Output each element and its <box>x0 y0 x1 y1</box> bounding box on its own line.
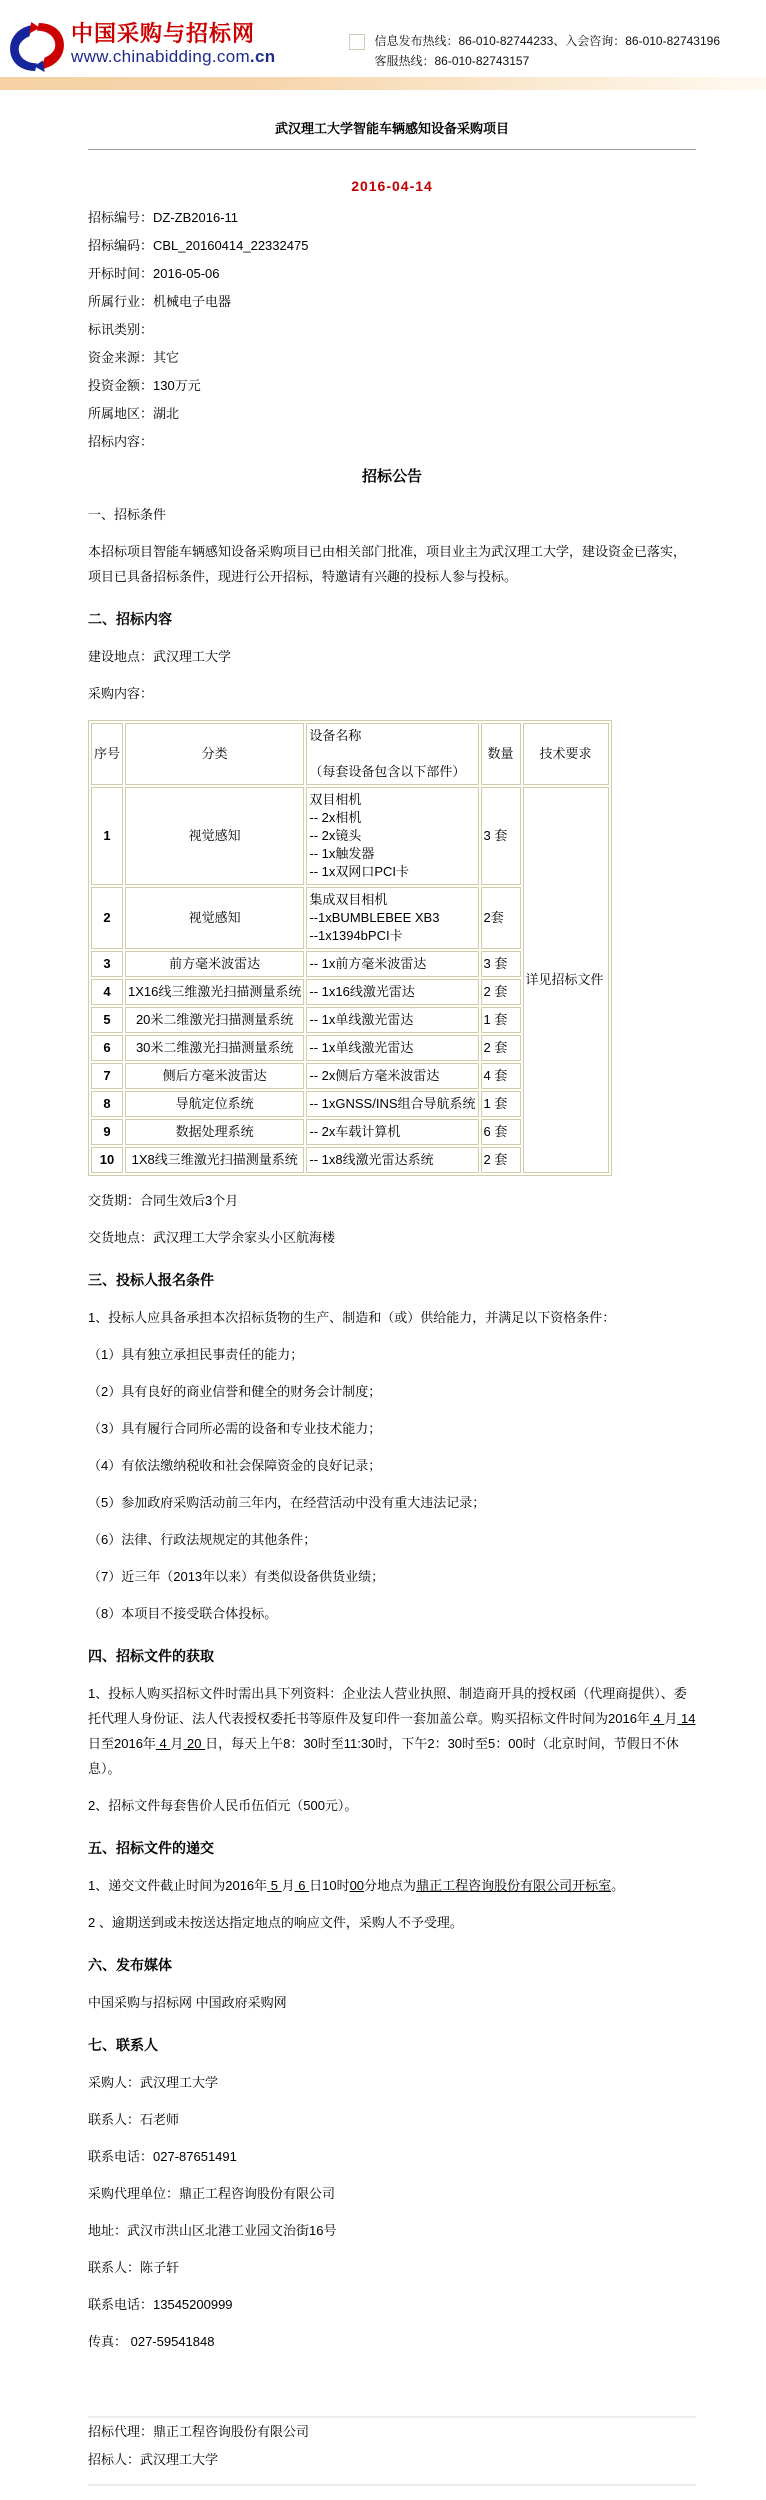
meta-line: 开标时间：2016-05-06 <box>88 266 220 281</box>
cell-serial: 7 <box>91 1063 123 1089</box>
table-row <box>91 787 609 885</box>
cell-device-name: -- 2x车载计算机 <box>306 1119 478 1145</box>
announcement-content <box>0 90 766 2500</box>
cell-category: 前方毫米波雷达 <box>125 951 304 977</box>
cell-tech-requirement: 详见招标文件 <box>523 787 609 1173</box>
paragraph: （4）有依法缴纳税收和社会保障资金的良好记录； <box>88 1458 382 1473</box>
table-header-row <box>91 723 609 785</box>
announcement-body <box>88 464 696 2354</box>
cell-quantity: 2 套 <box>481 979 521 1005</box>
header-tech-requirement: 技术要求 <box>523 723 609 785</box>
cell-quantity: 2套 <box>481 887 521 949</box>
cell-serial: 3 <box>91 951 123 977</box>
cell-category: 侧后方毫米波雷达 <box>125 1063 304 1089</box>
meta-line: 投资金额：130万元 <box>88 378 201 393</box>
cell-quantity: 4 套 <box>481 1063 521 1089</box>
section-heading: 七、联系人 <box>88 2037 158 2053</box>
header-serial: 序号 <box>91 723 123 785</box>
cell-serial: 8 <box>91 1091 123 1117</box>
cell-serial: 4 <box>91 979 123 1005</box>
cell-quantity: 2 套 <box>481 1035 521 1061</box>
cell-category: 1X8线三维激光扫描测量系统 <box>125 1147 304 1173</box>
cell-device-name: 双目相机 -- 2x相机 -- 2x镜头 -- 1x触发器 -- 1x双网口PCI卡 <box>306 787 478 885</box>
cell-category: 视觉感知 <box>125 887 304 949</box>
paragraph: 交货地点：武汉理工大学余家头小区航海楼 <box>88 1230 336 1245</box>
meta-line: 资金来源：其它 <box>88 350 180 365</box>
section-heading: 五、招标文件的递交 <box>88 1840 214 1856</box>
paragraph: （2）具有良好的商业信誉和健全的财务会计制度； <box>88 1384 382 1399</box>
logo-text <box>71 22 275 65</box>
page-title: 武汉理工大学智能车辆感知设备采购项目 <box>274 121 509 136</box>
cell-category: 1X16线三维激光扫描测量系统 <box>125 979 304 1005</box>
cell-device-name: -- 1x8线激光雷达系统 <box>306 1147 478 1173</box>
header-accent-bar <box>0 77 766 90</box>
cell-quantity: 6 套 <box>481 1119 521 1145</box>
section-heading: 四、招标文件的获取 <box>88 1648 214 1664</box>
footer-divider-bottom <box>88 2484 696 2486</box>
footer-tenderee: 招标人：武汉理工大学 <box>88 2452 219 2467</box>
cell-category: 30米二维激光扫描测量系统 <box>125 1035 304 1061</box>
cell-device-name: -- 2x侧后方毫米波雷达 <box>306 1063 478 1089</box>
meta-line: 招标编码：CBL_20160414_22332475 <box>88 238 309 253</box>
section-heading: 三、投标人报名条件 <box>88 1272 214 1288</box>
cell-category: 20米二维激光扫描测量系统 <box>125 1007 304 1033</box>
cell-device-name: -- 1x单线激光雷达 <box>306 1007 478 1033</box>
paragraph: 1、投标人应具备承担本次招标货物的生产、制造和（或）供给能力，并满足以下资格条件： <box>88 1310 616 1325</box>
cell-device-name: -- 1x16线激光雷达 <box>306 979 478 1005</box>
cell-category: 视觉感知 <box>125 787 304 885</box>
site-logo[interactable] <box>8 22 275 72</box>
header-device-name: 设备名称 （每套设备包含以下部件） <box>306 723 478 785</box>
cell-device-name: 集成双目相机 --1xBUMBLEBEE XB3 --1x1394bPCI卡 <box>306 887 478 949</box>
meta-list <box>88 204 696 456</box>
paragraph: 1、投标人购买招标文件时需出具下列资料：企业法人营业执照、制造商开具的授权函（代理商提供）、委托代理人身份证、法人代表授权委托书等原件及复印件一套加盖公章。购买招标文件时间为2016年 4 月 14 日至2016年 4 月 20 日，每天上午8：30时至11:30时，下午2：30时至5：00时（北京时间，节假日不休息）。 <box>88 1686 696 1776</box>
paragraph: 一、招标条件 <box>88 507 167 522</box>
cell-serial: 9 <box>91 1119 123 1145</box>
cell-device-name: -- 1xGNSS/INS组合导航系统 <box>306 1091 478 1117</box>
paragraph: 中国采购与招标网 中国政府采购网 <box>88 1995 287 2010</box>
title-divider <box>88 149 696 150</box>
paragraph: 联系电话：027-87651491 <box>88 2149 237 2164</box>
paragraph: （7）近三年（2013年以来）有类似设备供货业绩； <box>88 1569 385 1584</box>
procurement-table <box>88 720 612 1176</box>
site-url-suffix: .cn <box>249 47 276 66</box>
paragraph: 采购代理单位：鼎正工程咨询股份有限公司 <box>88 2186 336 2201</box>
cell-quantity: 3 套 <box>481 951 521 977</box>
paragraph: 采购内容： <box>88 686 154 701</box>
cell-serial: 2 <box>91 887 123 949</box>
publish-date: 2016-04-14 <box>351 178 433 194</box>
paragraph: 传真： 027-59541848 <box>88 2334 215 2349</box>
paragraph: 采购人：武汉理工大学 <box>88 2075 219 2090</box>
cell-serial: 10 <box>91 1147 123 1173</box>
cell-category: 导航定位系统 <box>125 1091 304 1117</box>
logo-swirl-icon <box>8 22 66 72</box>
cell-serial: 6 <box>91 1035 123 1061</box>
paragraph: 建设地点：武汉理工大学 <box>88 649 232 664</box>
meta-line: 招标编号：DZ-ZB2016-11 <box>88 210 239 225</box>
cell-quantity: 2 套 <box>481 1147 521 1173</box>
paragraph: （1）具有独立承担民事责任的能力； <box>88 1347 304 1362</box>
cell-device-name: -- 1x前方毫米波雷达 <box>306 951 478 977</box>
paragraph: （5）参加政府采购活动前三年内，在经营活动中没有重大违法记录； <box>88 1495 486 1510</box>
paragraph: （8）本项目不接受联合体投标。 <box>88 1606 278 1621</box>
site-url <box>71 48 275 65</box>
meta-line: 所属行业：机械电子电器 <box>88 294 232 309</box>
footer-agent: 招标代理：鼎正工程咨询股份有限公司 <box>88 2424 310 2439</box>
cell-device-name: -- 1x单线激光雷达 <box>306 1035 478 1061</box>
cell-serial: 1 <box>91 787 123 885</box>
paragraph: 地址：武汉市洪山区北港工业园文治街16号 <box>88 2223 337 2238</box>
paragraph: 联系人：陈子轩 <box>88 2260 180 2275</box>
meta-line: 标讯类别： <box>88 322 154 337</box>
cell-serial: 5 <box>91 1007 123 1033</box>
hotline-block <box>349 31 720 71</box>
site-url-base: www.chinabidding.com <box>71 47 250 66</box>
header-category: 分类 <box>125 723 304 785</box>
site-header <box>0 0 766 77</box>
section-heading: 六、发布媒体 <box>88 1957 172 1973</box>
site-name: 中国采购与招标网 <box>71 21 256 46</box>
paragraph: 2 、逾期送到或未按送达指定地点的响应文件，采购人不予受理。 <box>88 1915 463 1930</box>
header-checkbox[interactable] <box>349 34 365 50</box>
paragraph: 2、招标文件每套售价人民币伍佰元（500元）。 <box>88 1798 358 1813</box>
announcement-heading: 招标公告 <box>361 468 422 485</box>
cell-quantity: 1 套 <box>481 1007 521 1033</box>
cell-category: 数据处理系统 <box>125 1119 304 1145</box>
meta-line: 招标内容： <box>88 434 154 449</box>
paragraph: 1、递交文件截止时间为2016年 5 月 6 日10时00分地点为鼎正工程咨询股份有限公司开标室。 <box>88 1878 625 1893</box>
paragraph: 交货期：合同生效后3个月 <box>88 1193 239 1208</box>
meta-line: 所属地区：湖北 <box>88 406 180 421</box>
header-quantity: 数量 <box>481 723 521 785</box>
paragraph: （3）具有履行合同所必需的设备和专业技术能力； <box>88 1421 382 1436</box>
paragraph: 联系人：石老师 <box>88 2112 180 2127</box>
section-heading: 二、招标内容 <box>88 611 172 627</box>
cell-quantity: 1 套 <box>481 1091 521 1117</box>
paragraph: 联系电话：13545200999 <box>88 2297 233 2312</box>
hotline-line2: 客服热线：86-010-82743157 <box>374 54 530 68</box>
paragraph: 本招标项目智能车辆感知设备采购项目已由相关部门批准，项目业主为武汉理工大学，建设资金已落实，项目已具备招标条件，现进行公开招标，特邀请有兴趣的投标人参与投标。 <box>88 544 687 584</box>
hotline-line1: 信息发布热线：86-010-82744233、入会咨询：86-010-82743196 <box>374 34 720 48</box>
hotline-lines <box>374 31 720 71</box>
paragraph: （6）法律、行政法规规定的其他条件； <box>88 1532 317 1547</box>
cell-quantity: 3 套 <box>481 787 521 885</box>
